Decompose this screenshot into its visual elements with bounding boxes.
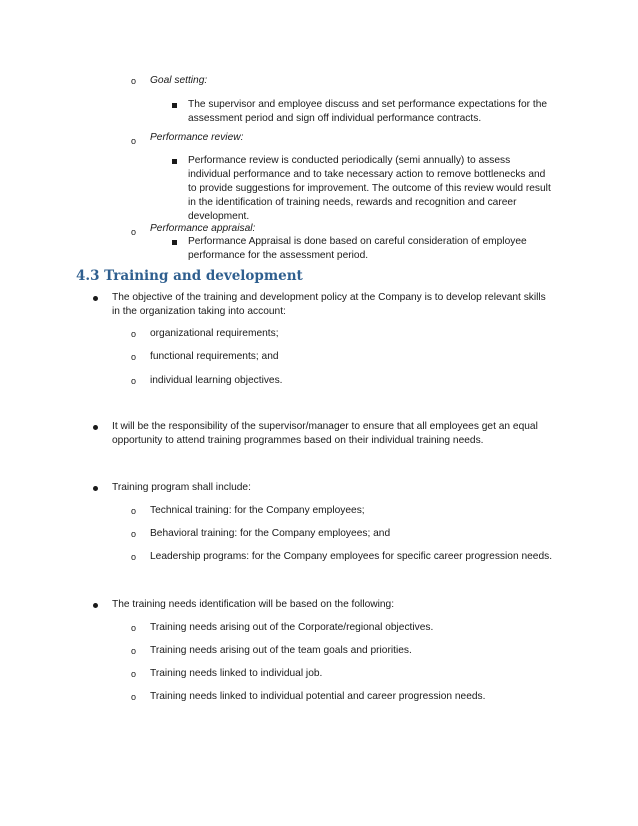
bullet-icon [93, 486, 98, 491]
circle-bullet-icon: o [131, 529, 137, 539]
circle-bullet-icon: o [131, 376, 137, 386]
square-bullet-icon [172, 103, 177, 108]
bullet-icon [93, 425, 98, 430]
step-detail-line: individual performance and to take necessary action to remove bottlenecks and [188, 169, 546, 180]
step-detail-line: Performance review is conducted periodically (semi annually) to assess [188, 155, 511, 166]
section-heading: 4.3 Training and development [76, 268, 303, 284]
step-detail-line: development. [188, 211, 250, 222]
sub-item: Training needs arising out of the Corporate/regional objectives. [150, 622, 434, 633]
sub-item: Training needs arising out of the team goals and priorities. [150, 645, 412, 656]
circle-bullet-icon: o [131, 506, 137, 516]
bullet-icon [93, 296, 98, 301]
sub-item: Leadership programs: for the Company employees for specific career progression needs. [150, 551, 553, 562]
bullet-icon [93, 603, 98, 608]
step-detail-line: to provide suggestions for improvement. The outcome of this review would result [188, 183, 551, 194]
circle-bullet-icon: o [131, 692, 137, 702]
circle-bullet-icon: o [131, 76, 137, 86]
step-detail-line: assessment period and sign off individual performance contracts. [188, 113, 482, 124]
step-title: Performance appraisal: [150, 223, 256, 234]
bullet-text-line: opportunity to attend training programmes based on their individual training needs. [112, 435, 484, 446]
step-detail-line: in the identification of training needs, rewards and recognition and career [188, 197, 517, 208]
circle-bullet-icon: o [131, 646, 137, 656]
bullet-text-line: It will be the responsibility of the supervisor/manager to ensure that all employees get an equal [112, 421, 538, 432]
circle-bullet-icon: o [131, 136, 137, 146]
step-detail-line: The supervisor and employee discuss and set performance expectations for the [188, 99, 548, 110]
circle-bullet-icon: o [131, 552, 137, 562]
square-bullet-icon [172, 159, 177, 164]
sub-item: functional requirements; and [150, 351, 279, 362]
square-bullet-icon [172, 240, 177, 245]
sub-item: Training needs linked to individual potential and career progression needs. [150, 691, 486, 702]
circle-bullet-icon: o [131, 352, 137, 362]
bullet-text-line: in the organization taking into account: [112, 306, 286, 317]
sub-item: Technical training: for the Company employees; [150, 505, 365, 516]
bullet-text-line: The training needs identification will be based on the following: [112, 599, 395, 610]
step-detail-line: Performance Appraisal is done based on careful consideration of employee [188, 236, 527, 247]
sub-item: organizational requirements; [150, 328, 279, 339]
circle-bullet-icon: o [131, 329, 137, 339]
step-title: Performance review: [150, 132, 244, 143]
sub-item: individual learning objectives. [150, 375, 283, 386]
bullet-text-line: The objective of the training and development policy at the Company is to develop relevant skills [112, 292, 546, 303]
circle-bullet-icon: o [131, 623, 137, 633]
sub-item: Training needs linked to individual job. [150, 668, 323, 679]
step-title: Goal setting: [150, 75, 208, 86]
sub-item: Behavioral training: for the Company employees; and [150, 528, 391, 539]
circle-bullet-icon: o [131, 669, 137, 679]
step-detail-line: performance for the assessment period. [188, 250, 369, 261]
bullet-text-line: Training program shall include: [112, 482, 251, 493]
circle-bullet-icon: o [131, 227, 137, 237]
